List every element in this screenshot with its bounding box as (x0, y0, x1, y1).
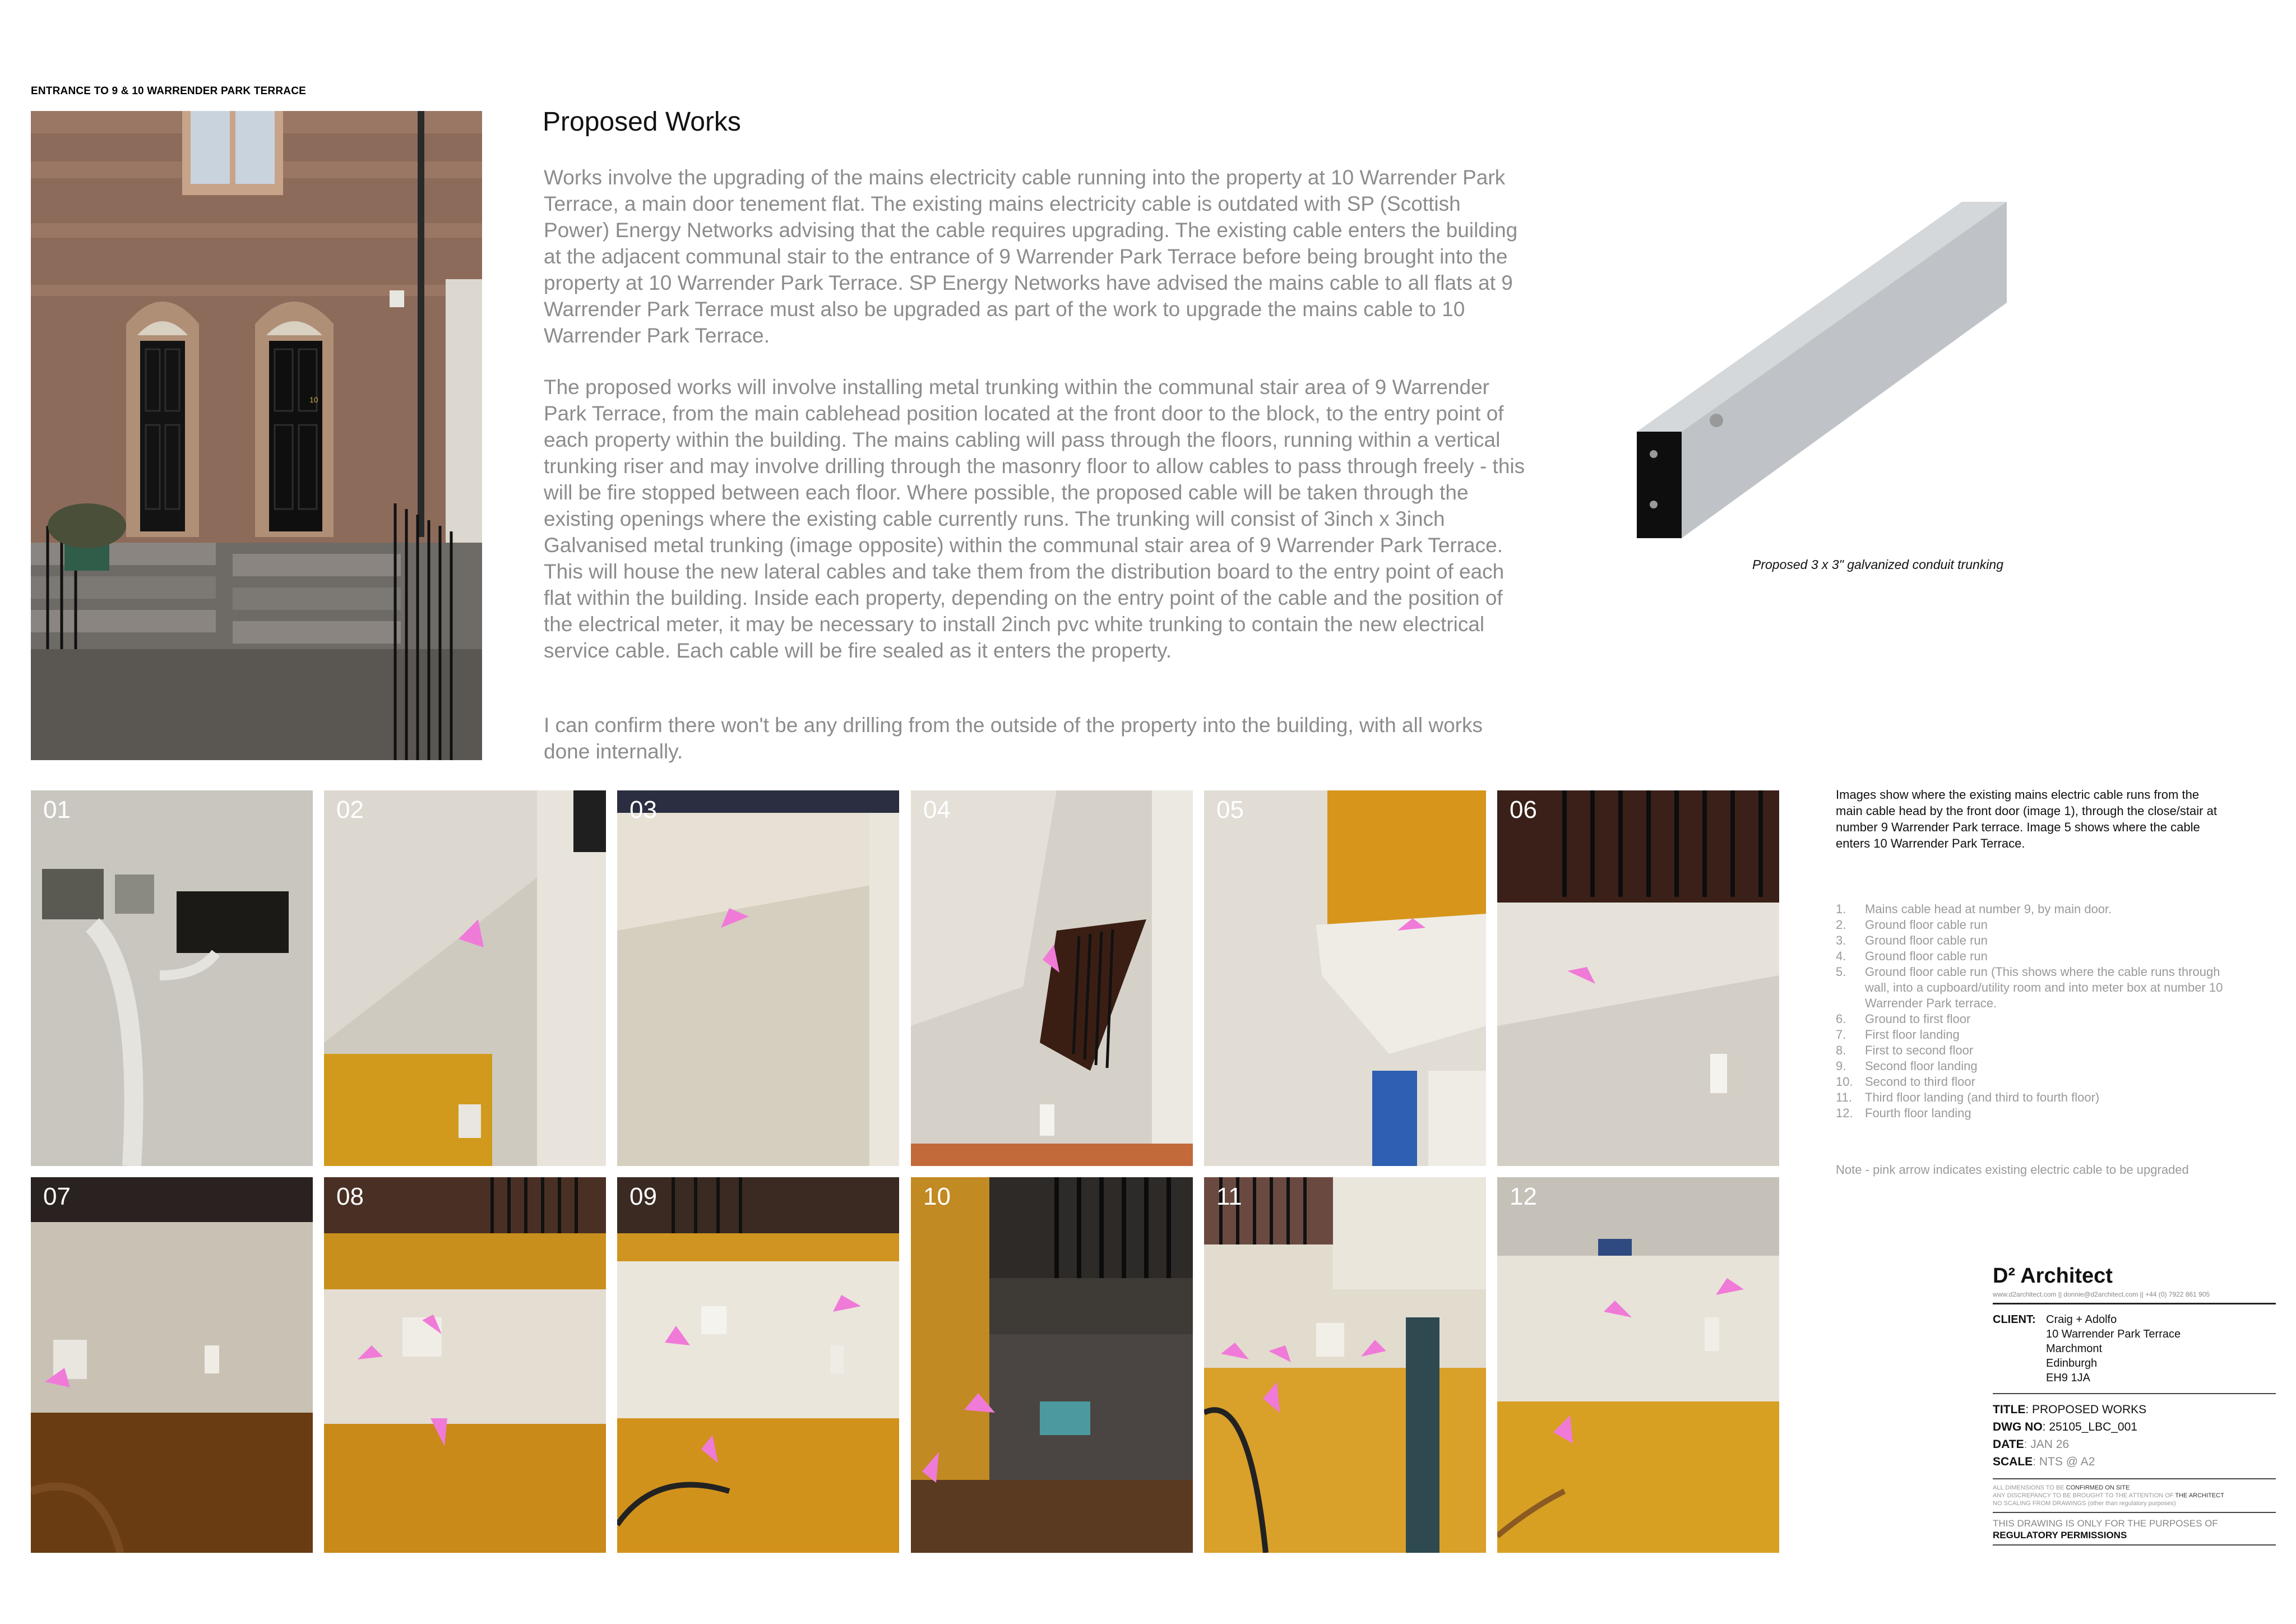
divider (1993, 1544, 2276, 1546)
divider (1993, 1512, 2276, 1513)
regulatory-note: THIS DRAWING IS ONLY FOR THE PURPOSES OF REGULATORY PERMISSIONS (1993, 1518, 2218, 1540)
disclaimer: ALL DIMENSIONS TO BE CONFIRMED ON SITE ANY DISCREPANCY TO BE BROUGHT TO THE ATTENTION OF THE ARCHITECT NO SCALING FROM DRAWINGS (other than regulatory purposes) (1993, 1484, 2224, 1507)
photo-12 (1497, 1177, 1779, 1553)
photo-number: 01 (43, 796, 71, 823)
photo-number: 08 (336, 1183, 364, 1210)
photo-legend (1836, 901, 2228, 1121)
photo-number: 07 (43, 1183, 71, 1210)
drawing-scale: SCALE: NTS @ A2 (1993, 1455, 2095, 1468)
legend-item: 4. Ground floor cable run (1836, 949, 1988, 963)
drawing-title: TITLE: PROPOSED WORKS (1993, 1403, 2147, 1416)
photo-number: 04 (923, 796, 951, 823)
trunking-image (1626, 191, 2007, 549)
photo-number: 03 (629, 796, 657, 823)
divider (1993, 1478, 2276, 1479)
photo-number: 12 (1510, 1183, 1537, 1210)
legend-item: 9. Second floor landing (1836, 1059, 1978, 1073)
hero-photo-label: ENTRANCE TO 9 & 10 WARRENDER PARK TERRACE (31, 85, 306, 97)
entrance-photo-illustration (31, 111, 482, 760)
client-label: CLIENT: (1993, 1313, 2036, 1326)
photo-number: 09 (629, 1183, 657, 1210)
photo-number: 10 (923, 1183, 951, 1210)
proposed-works-paragraph-1: Works involve the upgrading of the mains electricity cable running into the property at 10 Warrender Park Terrace, a main door tenement flat. The existing mains electricity cable is outdated with SP (Scottish Power) Energy Networks advising that the cable requires upgrading. The existing cable enters the building at the adjacent communal stair to the entrance of 9 Warrender Park Terrace before being brought into the property at 10 Warrender Park Terrace. SP Energy Networks have advised the mains cable to all flats at 9 Warrender Park Terrace must also be upgraded as part of the work to upgrade the mains cable to 10 Warrender Park Terrace. (544, 166, 1518, 347)
client-block (1993, 1312, 2276, 1385)
photo-number: 05 (1216, 796, 1244, 823)
photo-number: 02 (336, 796, 364, 823)
photo-number: 11 (1216, 1183, 1242, 1210)
arrow-note: Note - pink arrow indicates existing electric cable to be upgraded (1836, 1163, 2189, 1177)
firm-name: D² Architect (1993, 1264, 2113, 1288)
firm-contact: www.d2architect.com || donnie@d2architect.com || +44 (0) 7922 861 905 (1993, 1290, 2210, 1298)
photo-03 (617, 790, 899, 1166)
photo-02 (324, 790, 606, 1166)
door-number: 10 (309, 395, 318, 404)
photo-05 (1204, 790, 1486, 1166)
photo-10 (911, 1177, 1193, 1553)
proposed-works-paragraph-3: I can confirm there won't be any drilling from the outside of the property into the building, with all works done internally. (544, 714, 1483, 763)
photo-09 (617, 1177, 899, 1553)
photo-01 (31, 790, 313, 1166)
photo-number: 06 (1510, 796, 1537, 823)
entrance-photo (31, 111, 482, 760)
divider (1993, 1303, 2276, 1304)
legend-item: 2. Ground floor cable run (1836, 918, 1988, 932)
legend-item: 10. Second to third floor (1836, 1075, 1975, 1089)
legend-item: 7. First floor landing (1836, 1028, 1960, 1042)
photo-08 (324, 1177, 606, 1553)
legend-item: 1. Mains cable head at number 9, by main door. (1836, 902, 2112, 916)
legend-item: 6. Ground to first floor (1836, 1012, 1971, 1026)
proposed-works-title: Proposed Works (543, 107, 741, 137)
photo-06 (1497, 790, 1779, 1166)
photo-11 (1204, 1177, 1486, 1553)
divider (1993, 1393, 2276, 1394)
legend-item: 12. Fourth floor landing (1836, 1106, 1971, 1120)
drawing-date: DATE: JAN 26 (1993, 1438, 2070, 1451)
legend-item: 8. First to second floor (1836, 1043, 1974, 1057)
legend-item: 3. Ground floor cable run (1836, 933, 1988, 947)
drawing-number: DWG NO: 25105_LBC_001 (1993, 1421, 2137, 1433)
legend-item: 5. Ground floor cable run (This shows where the cable runs through wall, into a cupboard/utility room and into meter box at number 10 Warrender Park terrace. (1836, 965, 2223, 1010)
client-address: Craig + Adolfo 10 Warrender Park Terrace Marchmont Edinburgh EH9 1JA (2046, 1313, 2181, 1384)
images-description: Images show where the existing mains electric cable runs from the main cable head by the front door (image 1), through the close/stair at number 9 Warrender Park terrace. Image 5 shows where the cable enters 10 Warrender Park Terrace. (1836, 788, 2217, 850)
photo-04 (911, 790, 1193, 1166)
title-block (1993, 1264, 2276, 1546)
photo-07 (31, 1177, 313, 1553)
legend-item: 11. Third floor landing (and third to fourth floor) (1836, 1090, 2100, 1104)
trunking-caption: Proposed 3 x 3" galvanized conduit trunking (1752, 557, 2003, 572)
proposed-works-paragraph-2: The proposed works will involve installing metal trunking within the communal stair area of 9 Warrender Park Terrace, from the main cablehead position located at the front door to the block, to the entry point of each property within the building. The mains cabling will pass through the floors, running within a vertical trunking riser and may involve drilling through the masonry floor to allow cables to pass through freely - this will be fire stopped between each floor. Where possible, the proposed cable will be taken through the existing openings where the existing cable currently runs. The trunking will consist of 3inch x 3inch Galvanised metal trunking (image opposite) within the communal stair area of 9 Warrender Park Terrace. This will house the new lateral cables and take them from the distribution board to the entry point of each flat within the building. Inside each property, depending on the entry point of the cable and the position of the electrical meter, it may be necessary to install 2inch pvc white trunking to contain the new electrical service cable. Each cable will be fire sealed as it enters the property. (544, 376, 1525, 662)
